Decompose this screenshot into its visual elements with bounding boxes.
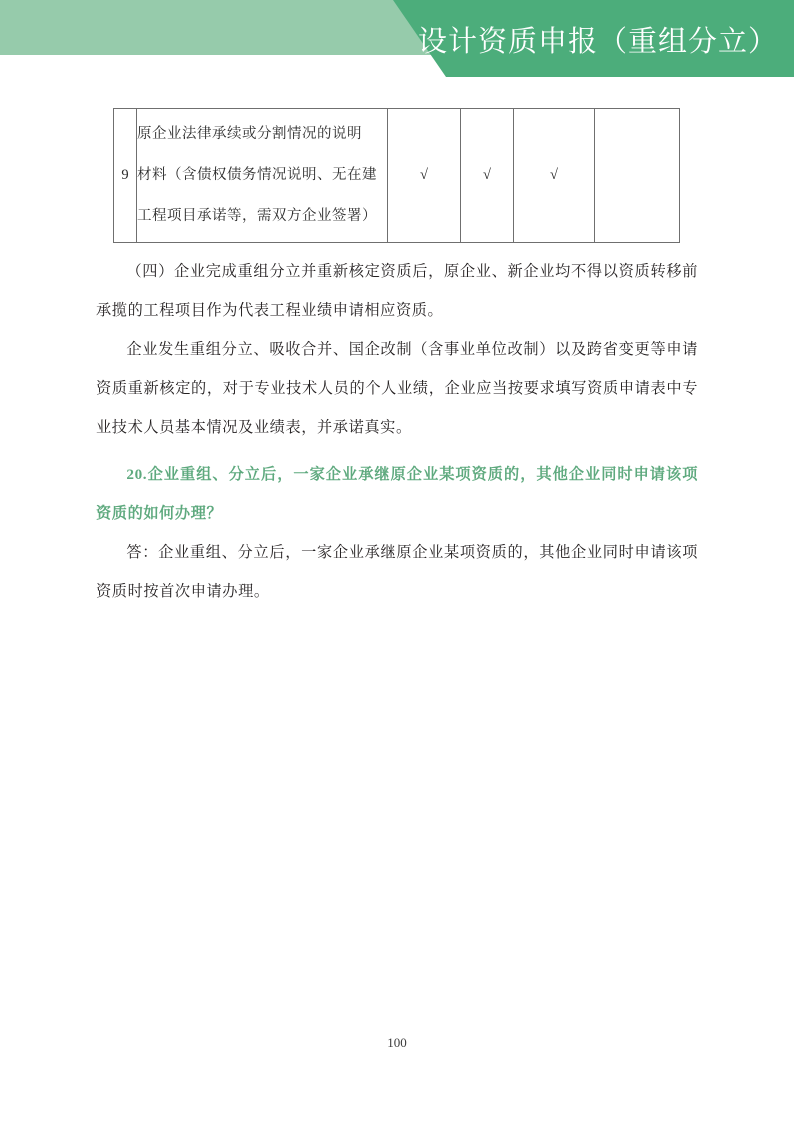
requirements-table bbox=[113, 108, 680, 243]
paragraph-four: （四）企业完成重组分立并重新核定资质后，原企业、新企业均不得以资质转移前承揽的工程项目作为代表工程业绩申请相应资质。 bbox=[96, 263, 698, 319]
description-line-3: 工程项目承诺等，需双方企业签署） bbox=[137, 208, 377, 224]
header-banner bbox=[0, 0, 794, 90]
page-number: 100 bbox=[387, 1035, 407, 1050]
table-row bbox=[114, 109, 680, 243]
table-cell-check-3: √ bbox=[514, 109, 595, 243]
description-line-2: 材料（含债权债务情况说明、无在建 bbox=[137, 167, 377, 183]
table-cell-check-1: √ bbox=[388, 109, 461, 243]
paragraph-restructure-notes: 企业发生重组分立、吸收合并、国企改制（含事业单位改制）以及跨省变更等申请资质重新核定的，对于专业技术人员的个人业绩，企业应当按要求填写资质申请表中专业技术人员基本情况及业绩表，并承诺真实。 bbox=[96, 341, 698, 436]
table-cell-description bbox=[137, 109, 388, 243]
answer-paragraph-20: 答：企业重组、分立后，一家企业承继原企业某项资质的，其他企业同时申请该项资质时按首次申请办理。 bbox=[96, 544, 698, 600]
table-cell-check-4 bbox=[595, 109, 680, 243]
question-heading-20: 20.企业重组、分立后，一家企业承继原企业某项资质的，其他企业同时申请该项资质的如何办理？ bbox=[96, 466, 698, 522]
page-title: 设计资质申报（重组分立） bbox=[417, 23, 778, 58]
table-cell-check-2: √ bbox=[461, 109, 514, 243]
table-cell-number: 9 bbox=[114, 109, 137, 243]
description-line-1: 原企业法律承续或分割情况的说明 bbox=[137, 126, 362, 142]
